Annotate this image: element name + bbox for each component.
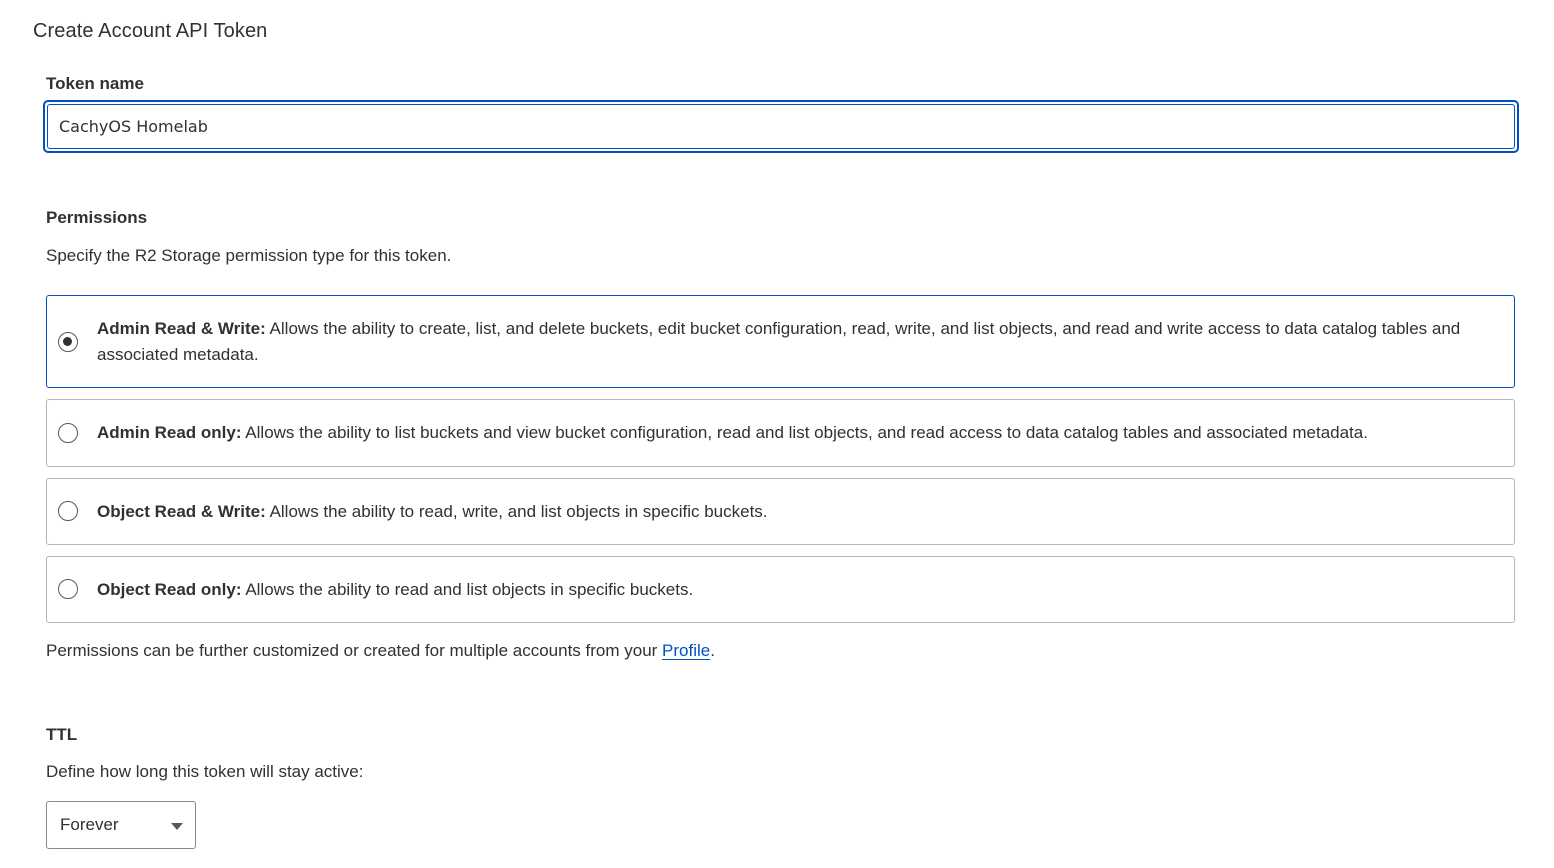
chevron-down-icon (171, 823, 183, 830)
radio-object-read-only[interactable] (58, 579, 78, 599)
permission-option-title: Object Read only: (97, 579, 242, 599)
token-name-field-focus-ring (43, 100, 1519, 153)
token-name-label: Token name (46, 74, 144, 93)
permissions-footer-suffix: . (710, 641, 715, 660)
permission-option-title: Object Read & Write: (97, 501, 266, 521)
permission-option-text (97, 420, 1368, 446)
permissions-footer-text: Permissions can be further customized or created for multiple accounts from your (46, 641, 663, 660)
page-title: Create Account API Token (33, 20, 268, 42)
token-name-input[interactable] (47, 104, 1515, 149)
permissions-label: Permissions (46, 208, 148, 227)
permission-option-description: Allows the ability to create, list, and delete buckets, edit bucket configuration, read, write, and list objects, and read and write access to data catalog tables and associated metadata. (97, 318, 1461, 364)
radio-admin-read-write[interactable] (58, 332, 78, 352)
ttl-selected-value: Forever (60, 815, 119, 834)
permission-option-title: Admin Read & Write: (97, 318, 266, 338)
permission-option-description: Allows the ability to list buckets and view bucket configuration, read and list objects, and read access to data catalog tables and associated metadata. (241, 423, 1368, 442)
radio-object-read-write[interactable] (58, 501, 78, 521)
ttl-select[interactable] (46, 801, 196, 849)
profile-link[interactable]: Profile (662, 641, 711, 660)
permission-option-text (97, 316, 1474, 368)
permission-option-text (97, 499, 768, 525)
permission-option-text (97, 577, 693, 603)
permission-option-description: Allows the ability to read, write, and list objects in specific buckets. (265, 501, 768, 521)
permissions-description: Specify the R2 Storage permission type for this token. (46, 246, 452, 265)
permission-option-description: Allows the ability to read and list objects in specific buckets. (241, 579, 694, 599)
permission-option-object-read-only[interactable] (46, 556, 1515, 623)
ttl-label: TTL (46, 725, 78, 744)
radio-admin-read-only[interactable] (58, 423, 78, 443)
permission-option-object-read-write[interactable] (46, 478, 1515, 545)
permission-option-admin-read-write[interactable] (46, 295, 1515, 388)
permission-option-title: Admin Read only: (97, 423, 242, 442)
permissions-footer (46, 641, 715, 661)
permission-option-admin-read-only[interactable] (46, 399, 1515, 467)
ttl-description: Define how long this token will stay active: (46, 762, 364, 781)
